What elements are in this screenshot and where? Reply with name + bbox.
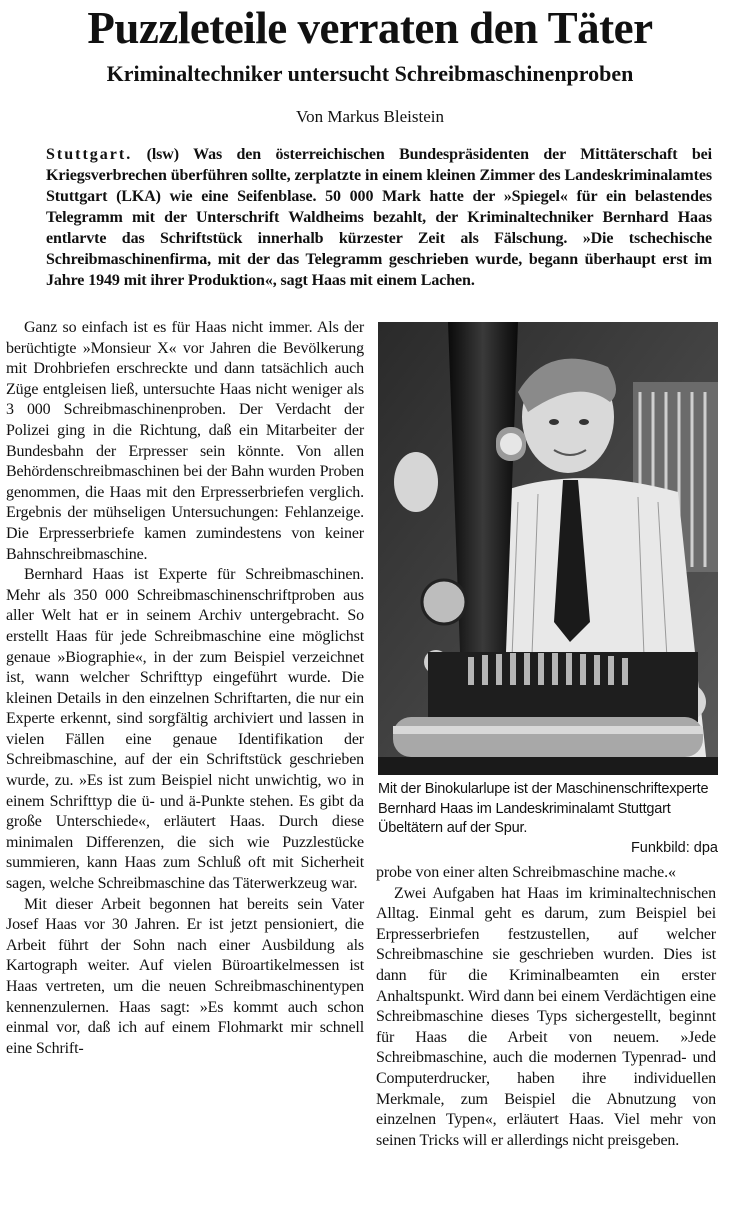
byline: Von Markus Bleistein: [296, 107, 444, 126]
photo-illustration: [378, 322, 718, 775]
photo-credit: Funkbild: dpa: [630, 840, 718, 856]
lead-paragraph: [46, 144, 712, 291]
body-paragraph: Mit dieser Arbeit begonnen hat bereits sein Vater Josef Haas vor 30 Jahren. Er ist jetzt pensioniert, die Arbeit führt der Sohn nach einer Ausbildung als Kartograph weiter. Auf vielen Büroartikelmessen ist Haas vertreten, um die neuen Schreibmaschinentypen kennenzulernen. Haas sagt: »Es kommt auch schon einmal vor, daß ich auf einem Flohmarkt mir schnell eine Schrift-: [6, 895, 364, 1057]
subheadline: Kriminaltechniker untersucht Schreibmaschinenproben: [106, 61, 634, 86]
article-photo: [378, 322, 718, 775]
body-paragraph: Bernhard Haas ist Experte für Schreibmaschinen. Mehr als 350 000 Schreibmaschinenschriftproben aus aller Welt hat er in seinem Archiv untergebracht. So erstellt Haas für jede Schreibmaschine eine möglichst genaue »Biographie«, in der zum Beispiel verzeichnet ist, wann welcher Schrifttyp eingeführt wurde. Die kleinen Details in den einzelnen Schriftarten, die nur ein Experte erkennt, sind sorgfältig archiviert und lassen in vielen Fällen eine genaue Identifikation der Schreibmaschine, auf der ein Schriftstück geschrieben wurde, zu. »Es ist zum Beispiel nicht unwichtig, wo in einem Schrifttyp die ü- und ä-Punkte stehen. Es gibt da große Unterschiede«, erläutert Haas. Durch diese minimalen Differenzen, die sich wie Puzzlestücke summieren, kann Haas zum Schluß oft mit Sicherheit sagen, welche Schreibmaschine das Täterwerkzeug war.: [6, 566, 364, 893]
dateline: Stuttgart.: [46, 146, 133, 163]
body-paragraph: Zwei Aufgaben hat Haas im kriminaltechnischen Alltag. Einmal geht es darum, zum Beispiel bei Erpresserbriefen festzustellen, auf welcher Schreibmaschine sie geschrieben wurden. Dies ist dann für die Kriminalbeamten ein erster Anhaltspunkt. Wird dann bei einem Verdächtigen eine Schreibmaschine dieses Typs sichergestellt, beginnt für Haas die Arbeit von neuem. »Jede Schreibmaschine, auch die modernen Typenrad- und Computerdrucker, haben ihre individuellen Merkmale, zum Beispiel die Abnutzung von einzelnen Typen«, erläutert Haas. Viel mehr von seinen Tricks will er allerdings nicht preisgeben.: [376, 884, 716, 1149]
headline: Puzzleteile verraten den Täter: [87, 3, 653, 53]
lead-text: (lsw) Was den österreichischen Bundespräsidenten der Mittäterschaft bei Kriegsverbrechen überführen sollte, zerplatzte in einem kleinen Zimmer des Landeskriminalamtes Stuttgart (LKA) wie eine Seifenblase. 50 000 Mark hatte der »Spiegel« für ein belastendes Telegramm mit der Unterschrift Waldheims bezahlt, der Kriminaltechniker Bernhard Haas entlarvte das Schriftstück innerhalb kürzester Zeit als Fälschung. »Die tschechische Schreibmaschinenfirma, mit der das Telegramm geschrieben wurde, begann überhaupt erst im Jahre 1949 mit ihrer Produktion«, sagt Haas mit einem Lachen.: [46, 146, 712, 289]
body-paragraph: Ganz so einfach ist es für Haas nicht immer. Als der berüchtigte »Monsieur X« vor Jahren die Bevölkerung mit Drohbriefen erschreckte und dann tatsächlich auch Züge entgleisen ließ, untersuchte Haas nicht weniger als 3 000 Schreibmaschinenproben. Der Verdacht der Polizei ging in die Richtung, daß ein Mitarbeiter der Bundesbahn der Erpresser sein könnte. Von allen Behördenschreibmaschinen bei der Bahn wurden Proben genommen, die Haas mit den Erpresserbriefen verglich. Ergebnis der mühseligen Untersuchungen: Fehlanzeige. Die Erpresserbriefe kamen zumindestens von keiner Bahnschreibmaschine.: [6, 319, 364, 563]
body-column-left: [6, 318, 364, 1059]
body-paragraph: probe von einer alten Schreibmaschine mache.«: [376, 864, 676, 881]
photo-caption: Mit der Binokularlupe ist der Maschinenschriftexperte Bernhard Haas im Landeskriminalamt Stuttgart Übeltätern auf der Spur.: [378, 781, 709, 836]
body-column-right: [376, 863, 716, 1151]
